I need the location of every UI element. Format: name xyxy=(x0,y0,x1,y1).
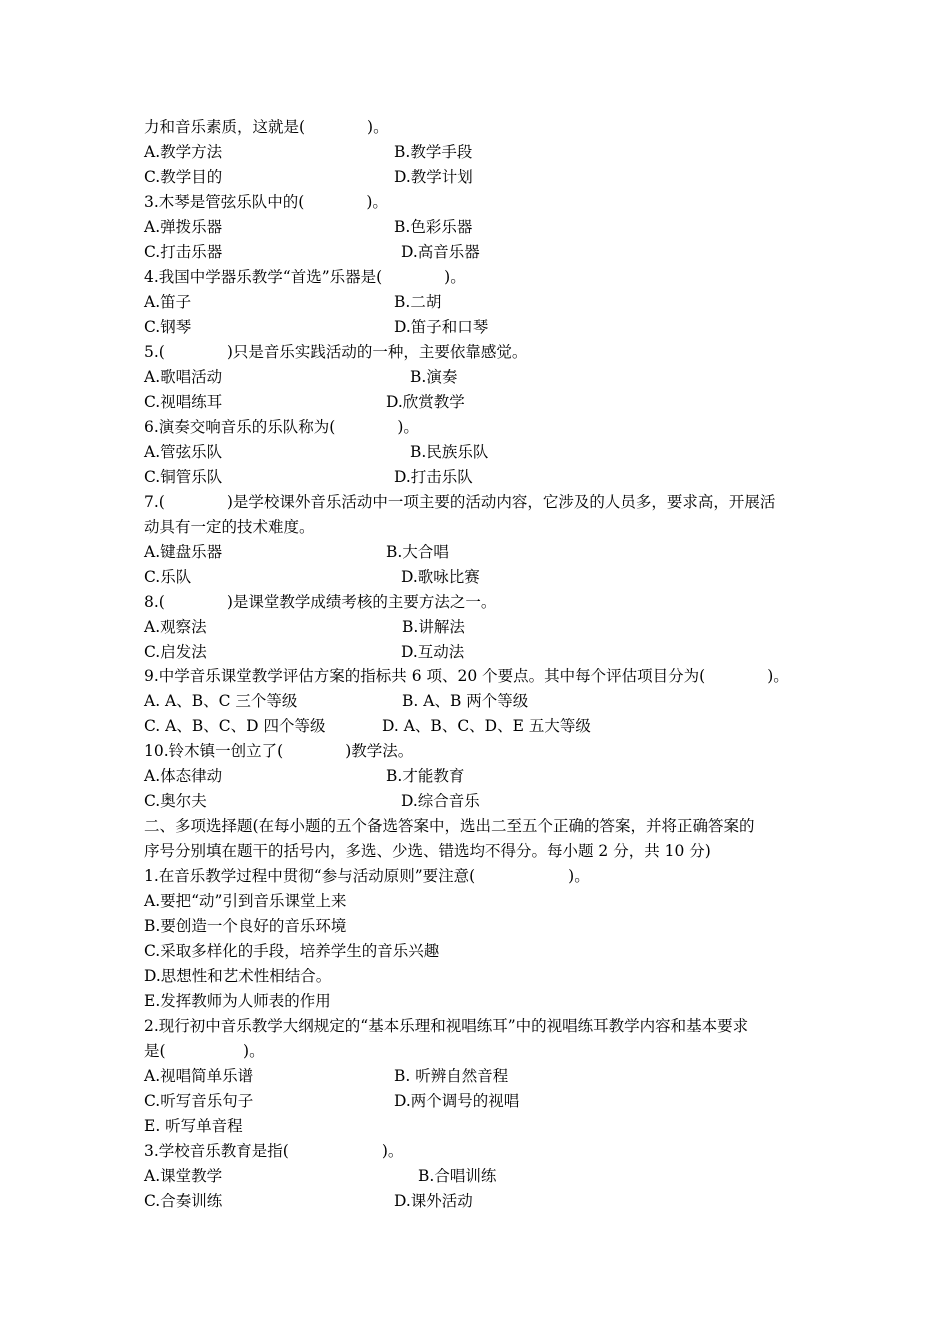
question-7-cont: 动具有一定的技术难度。 xyxy=(144,518,315,536)
option-c: C.乐队 xyxy=(144,568,192,586)
option-d: D.笛子和口琴 xyxy=(394,318,489,336)
option-d: D.两个调号的视唱 xyxy=(394,1092,520,1110)
option-a: A.键盘乐器 xyxy=(144,543,223,561)
option-a: A.弹拨乐器 xyxy=(144,218,223,236)
option-b: B.二胡 xyxy=(394,293,442,311)
option-c: C.视唱练耳 xyxy=(144,393,223,411)
option-a: A.歌唱活动 xyxy=(144,368,223,386)
mc-question-1: 1.在音乐教学过程中贯彻“参与活动原则”要注意( )。 xyxy=(144,867,590,885)
option-c: C.教学目的 xyxy=(144,168,223,186)
option-d: D.高音乐器 xyxy=(401,243,480,261)
option-d: D.课外活动 xyxy=(394,1192,473,1210)
option-a: A. A、B、C 三个等级 xyxy=(144,692,298,710)
option-a: A.教学方法 xyxy=(144,143,223,161)
question-9: 9.中学音乐课堂教学评估方案的指标共 6 项、20 个要点。其中每个评估项目分为( )。 xyxy=(144,667,789,685)
option-a: A.要把“动”引到音乐课堂上来 xyxy=(144,892,347,910)
option-c: C. A、B、C、D 四个等级 xyxy=(144,717,326,735)
option-e: E.发挥教师为人师表的作用 xyxy=(144,992,331,1010)
question-8: 8.( )是课堂教学成绩考核的主要方法之一。 xyxy=(144,593,497,611)
option-b: B. 听辨自然音程 xyxy=(394,1067,509,1085)
question-6: 6.演奏交响音乐的乐队称为( )。 xyxy=(144,418,419,436)
section-heading: 二、多项选择题(在每小题的五个备选答案中，选出二至五个正确的答案，并将正确答案的 xyxy=(144,817,755,835)
option-b: B.民族乐队 xyxy=(410,443,489,461)
option-c: C.铜管乐队 xyxy=(144,468,223,486)
option-b: B. A、B 两个等级 xyxy=(402,692,529,710)
option-a: A.课堂教学 xyxy=(144,1167,223,1185)
option-c: C.奥尔夫 xyxy=(144,792,207,810)
option-a: A.笛子 xyxy=(144,293,192,311)
option-b: B.色彩乐器 xyxy=(394,218,473,236)
option-c: C.启发法 xyxy=(144,643,207,661)
option-b: B.要创造一个良好的音乐环境 xyxy=(144,917,347,935)
mc-question-2-cont: 是( )。 xyxy=(144,1042,265,1060)
option-d: D.歌咏比赛 xyxy=(401,568,480,586)
option-c: C.听写音乐句子 xyxy=(144,1092,254,1110)
option-b: B.讲解法 xyxy=(402,618,465,636)
question-7: 7.( )是学校课外音乐活动中一项主要的活动内容，它涉及的人员多，要求高，开展活 xyxy=(144,493,776,511)
option-b: B.合唱训练 xyxy=(418,1167,497,1185)
question-5: 5.( )只是音乐实践活动的一种，主要依靠感觉。 xyxy=(144,343,528,361)
option-a: A.管弦乐队 xyxy=(144,443,223,461)
option-d: D.欣赏教学 xyxy=(386,393,465,411)
option-a: A.体态律动 xyxy=(144,767,223,785)
option-c: C.钢琴 xyxy=(144,318,192,336)
option-c: C.合奏训练 xyxy=(144,1192,223,1210)
option-b: B.大合唱 xyxy=(386,543,449,561)
option-b: B.教学手段 xyxy=(394,143,473,161)
option-a: A.视唱简单乐谱 xyxy=(144,1067,254,1085)
option-d: D.打击乐队 xyxy=(394,468,473,486)
option-d: D.思想性和艺术性相结合。 xyxy=(144,967,332,985)
question-3: 3.木琴是管弦乐队中的( )。 xyxy=(144,193,388,211)
option-d: D. A、B、C、D、E 五大等级 xyxy=(382,717,591,735)
question-10: 10.铃木镇一创立了( )教学法。 xyxy=(144,742,414,760)
mc-question-3: 3.学校音乐教育是指( )。 xyxy=(144,1142,404,1160)
option-d: D.综合音乐 xyxy=(401,792,480,810)
option-c: C.打击乐器 xyxy=(144,243,223,261)
option-d: D.教学计划 xyxy=(394,168,473,186)
option-d: D.互动法 xyxy=(401,643,465,661)
option-e: E. 听写单音程 xyxy=(144,1117,243,1135)
section-heading-cont: 序号分别填在题干的括号内，多选、少选、错选均不得分。每小题 2 分，共 10 分) xyxy=(144,842,711,860)
mc-question-2: 2.现行初中音乐教学大纲规定的“基本乐理和视唱练耳”中的视唱练耳教学内容和基本要求 xyxy=(144,1017,749,1035)
text-line: 力和音乐素质，这就是( )。 xyxy=(144,118,389,136)
option-b: B.演奏 xyxy=(410,368,458,386)
option-b: B.才能教育 xyxy=(386,767,465,785)
question-4: 4.我国中学器乐教学“首选”乐器是( )。 xyxy=(144,268,466,286)
option-c: C.采取多样化的手段，培养学生的音乐兴趣 xyxy=(144,942,440,960)
option-a: A.观察法 xyxy=(144,618,207,636)
